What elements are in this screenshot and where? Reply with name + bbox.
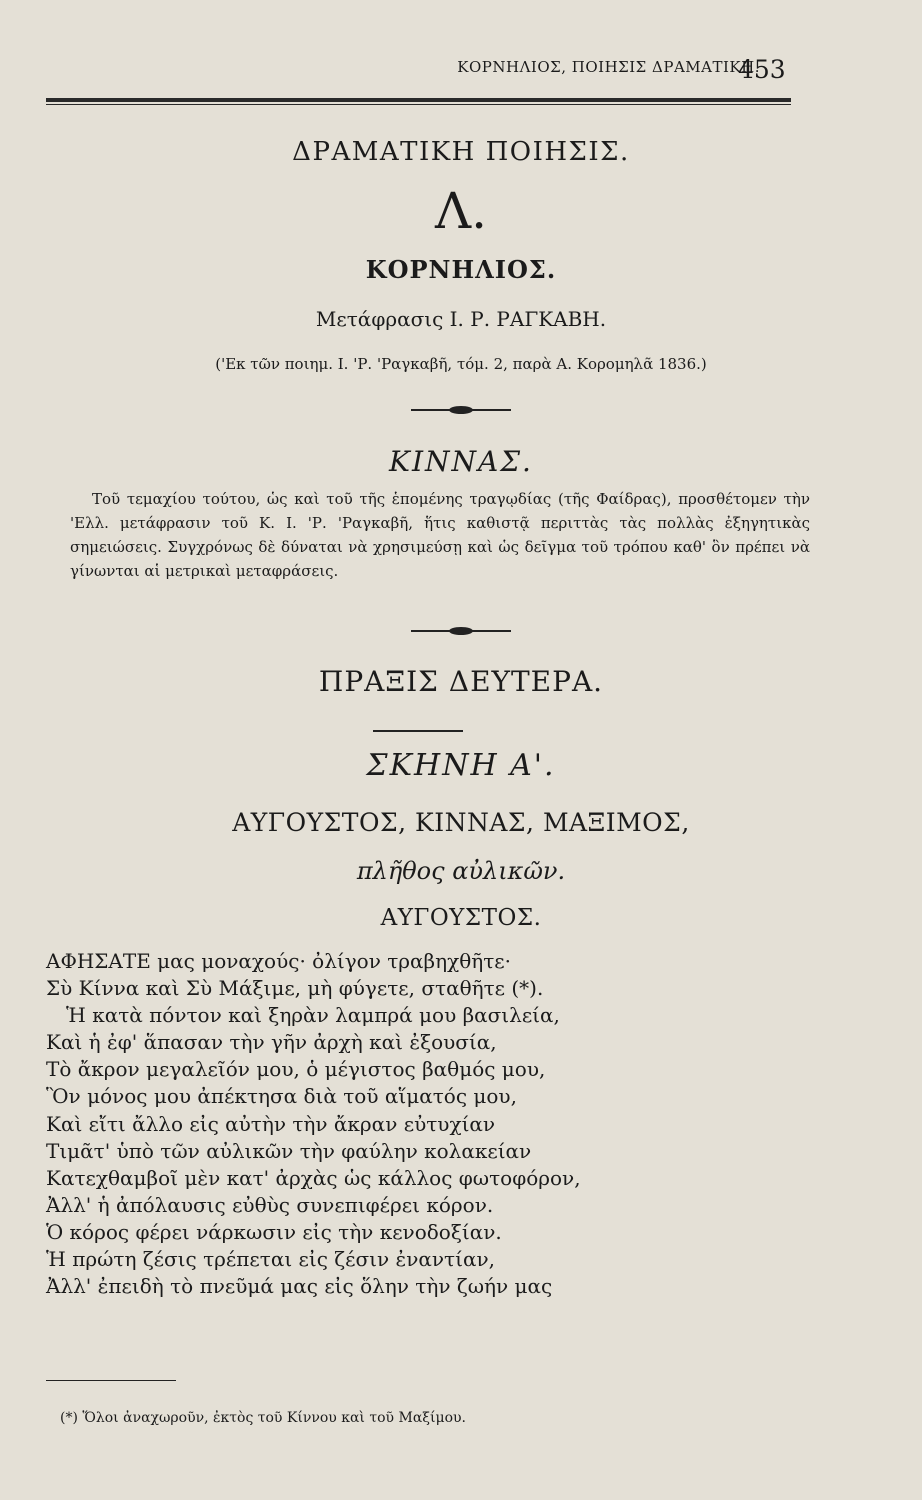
speaker-name: ΑΥΓΟΥΣΤΟΣ. <box>380 905 542 931</box>
source-citation: ('Εκ τῶν ποιημ. Ι. 'Ρ. 'Ραγκαβῆ, τόμ. 2, παρὰ Α. Κορομηλᾶ 1836.) <box>215 355 707 373</box>
ornament-divider <box>411 409 511 411</box>
verse-line: ΑΦΗΣΑΤΕ μας μοναχούς· ὀλίγον τραβηχθῆτε· <box>46 949 512 973</box>
section-title: ΔΡΑΜΑΤΙΚΗ ΠΟΙΗΣΙΣ. <box>292 137 630 167</box>
play-title: ΚΙΝΝΑΣ. <box>389 445 533 478</box>
running-head: ΚΟΡΝΗΛΙΟΣ, ΠΟΙΗΣΙΣ ΔΡΑΜΑΤΙΚΗ. <box>457 58 760 76</box>
verse-line: Ὃν μόνος μου ἀπέκτησα διὰ τοῦ αἵματός μου, <box>46 1084 517 1109</box>
verse-line: Ὁ κόρος φέρει νάρκωσιν εἰς τὴν κενοδοξίαν. <box>46 1219 502 1244</box>
verse-line: Τιμᾶτ' ὑπὸ τῶν αὐλικῶν τὴν φαύλην κολακείαν <box>46 1138 532 1163</box>
verse-line: Κατεχθαμβοῖ μὲν κατ' ἀρχὰς ὡς κάλλος φωτοφόρον, <box>46 1165 581 1190</box>
verse-line: Ἀλλ' ἡ ἀπόλαυσις εὐθὺς συνεπιφέρει κόρον. <box>46 1192 494 1217</box>
translation-credit: Μετάφρασις Ι. Ρ. ΡΑΓΚΑΒΗ. <box>315 307 607 331</box>
header-rule <box>46 98 791 102</box>
character-list: ΑΥΓΟΥΣΤΟΣ, ΚΙΝΝΑΣ, ΜΑΞΙΜΟΣ, <box>232 808 690 837</box>
verse-line: Ἀλλ' ἐπειδὴ τὸ πνεῦμά μας εἰς ὅλην τὴν ζωήν μας <box>46 1274 553 1299</box>
entourage-note: πλῆθος αὐλικῶν. <box>356 857 566 885</box>
act-title: ΠΡΑΞΙΣ ΔΕΥΤΕΡΑ. <box>318 665 604 698</box>
verse-block <box>46 948 806 1300</box>
verse-line: Ἡ κατὰ πόντον καὶ ξηρὰν λαμπρά μου βασιλεία, <box>66 1003 560 1028</box>
verse-line: Καὶ εἴτι ἄλλο εἰς αὐτὴν τὴν ἄκραν εὐτυχίαν <box>46 1111 496 1136</box>
verse-line: Ἡ πρώτη ζέσις τρέπεται εἰς ζέσιν ἐναντίαν, <box>46 1247 495 1272</box>
footnote: (*) Ὅλοι ἀναχωροῦν, ἐκτὸς τοῦ Κίννου καὶ τοῦ Μαξίμου. <box>60 1410 466 1426</box>
verse-line: Τὸ ἄκρον μεγαλεῖόν μου, ὁ μέγιστος βαθμός μου, <box>46 1057 546 1082</box>
section-letter: Λ. <box>434 182 487 240</box>
verse-line: Καὶ ἡ ἐφ' ἅπασαν τὴν γῆν ἀρχὴ καὶ ἐξουσία, <box>46 1030 497 1055</box>
footnote-rule <box>46 1380 176 1381</box>
page-number: 453 <box>738 55 786 84</box>
intro-paragraph: Τοῦ τεμαχίου τούτου, ὡς καὶ τοῦ τῆς ἑπομένης τραγῳδίας (τῆς Φαίδρας), προσθέτομεν τὴν 'Ελλ. μετάφρασιν τοῦ Κ. Ι. 'Ρ. 'Ραγκαβῆ, ἥτις καθιστᾷ περιττὰς τὰς πολλὰς ἐξηγητικὰς σημειώσεις. Συγχρόνως δὲ δύναται νὰ χρησιμεύσῃ καὶ ὡς δεῖγμα τοῦ τρόπου καθ' ὃν πρέπει νὰ γίνωνται αἱ μετρικαὶ μεταφράσεις. <box>70 490 810 580</box>
verse-line: Σὺ Κίννα καὶ Σὺ Μάξιμε, μὴ φύγετε, σταθῆτε (*). <box>46 976 544 1001</box>
act-rule <box>373 730 463 732</box>
author-name: ΚΟΡΝΗΛΙΟΣ. <box>365 255 557 284</box>
header-rule-thin <box>46 104 791 105</box>
ornament-divider <box>411 630 511 632</box>
scene-title: ΣΚΗΝΗ Α'. <box>366 748 556 783</box>
